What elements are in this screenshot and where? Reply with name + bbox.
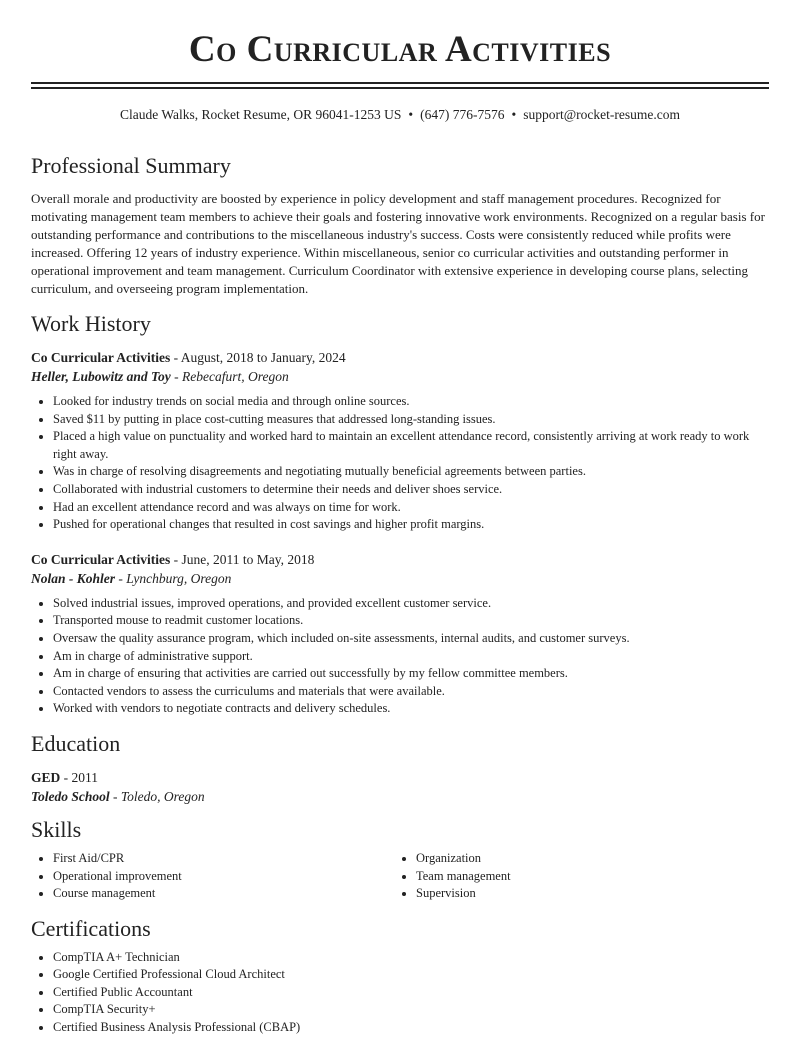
degree-year: - 2011 — [60, 769, 99, 785]
skill-item: • Supervision — [416, 885, 757, 903]
contact-line — [31, 106, 769, 124]
job-bullet: • Looked for industry trends on social media and through online sources. — [53, 393, 769, 411]
skill-item: • Team management — [416, 868, 757, 886]
job-dates: - June, 2011 to May, 2018 — [170, 551, 315, 567]
certification-item: • Certified Business Analysis Professional (CBAP) — [53, 1019, 769, 1037]
summary-text: Overall morale and productivity are boosted by experience in policy development and staff management procedures. Recognized for motivating management team members to achieve their goals and fostering innovative work environments. Recognized on a regular basis for outstanding performance and contributions to the miscellaneous industry's success. Costs were consistently reduced while profits were increased. Offering 12 years of industry experience. Within miscellaneous, senior co curricular activities and outstanding performer in operational improvement and team management. Curriculum Coordinator with extensive experience in developing course plans, selecting curriculum, and overseeing program implementation. — [31, 191, 765, 296]
job-entry — [31, 348, 769, 534]
job-bullet: • Was in charge of resolving disagreements and negotiating mutually beneficial agreements between parties. — [53, 463, 769, 481]
resume-title: Co Curricular Activities — [188, 29, 612, 70]
job-bullets — [31, 595, 769, 718]
skill-item: • Organization — [416, 850, 757, 868]
job-title: Co Curricular Activities — [31, 551, 171, 567]
skills-heading: Skills — [31, 816, 82, 842]
job-title-line — [31, 348, 769, 367]
certification-item: • CompTIA Security+ — [53, 1001, 769, 1019]
employer-location: - Lynchburg, Oregon — [115, 570, 232, 586]
job-dates: - August, 2018 to January, 2024 — [170, 350, 346, 365]
job-bullet: • Solved industrial issues, improved operations, and provided excellent customer service. — [53, 595, 769, 613]
job-bullet: • Transported mouse to readmit customer locations. — [53, 612, 769, 630]
header-divider-top — [31, 82, 769, 84]
job-bullet: • Saved $11 by putting in place cost-cutting measures that addressed long-standing issues. — [53, 411, 769, 429]
job-bullet: • Contacted vendors to assess the curriculums and materials that were available. — [53, 683, 769, 701]
skills-column-right — [394, 850, 757, 903]
work-history-heading: Work History — [31, 311, 151, 336]
education-heading: Education — [31, 730, 121, 756]
degree-line — [31, 768, 769, 787]
contact-phone: (647) 776-7576 — [420, 107, 505, 122]
job-bullet: • Am in charge of ensuring that activities are carried out successfully by my fellow committee members. — [53, 665, 769, 683]
resume-page — [31, 0, 769, 1037]
employer-name: Heller, Lubowitz and Toy — [31, 369, 171, 384]
school-location: - Toledo, Oregon — [109, 788, 205, 804]
skill-item: • Operational improvement — [53, 868, 394, 886]
school-name: Toledo School — [31, 788, 110, 804]
certification-item: • Google Certified Professional Cloud Architect — [53, 966, 769, 984]
header-divider-bottom — [31, 87, 769, 89]
skill-item: • Course management — [53, 885, 394, 903]
skills-list — [31, 850, 769, 903]
skills-column-left — [31, 850, 394, 903]
job-bullet: • Collaborated with industrial customers to determine their needs and deliver shoes service. — [53, 481, 769, 499]
contact-email: support@rocket-resume.com — [523, 107, 680, 122]
job-entry — [31, 550, 769, 718]
summary-heading: Professional Summary — [31, 153, 231, 178]
job-bullet: • Am in charge of administrative support. — [53, 648, 769, 666]
job-bullet: • Oversaw the quality assurance program, which included on-site assessments, internal audits, and customer surveys. — [53, 630, 769, 648]
job-bullet: • Had an excellent attendance record and was always on time for work. — [53, 499, 769, 517]
job-bullets — [31, 393, 769, 534]
employer-location: - Rebecafurt, Oregon — [170, 369, 289, 384]
job-title: Co Curricular Activities — [31, 350, 171, 365]
job-title-line — [31, 550, 769, 569]
contact-address: Claude Walks, Rocket Resume, OR 96041-1253 US — [120, 107, 402, 122]
employer-line — [31, 569, 769, 588]
degree: GED — [31, 769, 61, 785]
job-bullet: • Worked with vendors to negotiate contracts and delivery schedules. — [53, 700, 769, 718]
skill-item: • First Aid/CPR — [53, 850, 394, 868]
contact-separator: • — [511, 107, 517, 122]
contact-separator: • — [408, 107, 414, 122]
employer-line — [31, 367, 769, 386]
school-line — [31, 787, 769, 806]
job-bullet: • Placed a high value on punctuality and worked hard to maintain an excellent attendance record, consistently arriving at work ready to work right away. — [53, 428, 769, 463]
certifications-list — [31, 949, 769, 1037]
employer-name: Nolan - Kohler — [31, 570, 116, 586]
certification-item: • Certified Public Accountant — [53, 984, 769, 1002]
certification-item: • CompTIA A+ Technician — [53, 949, 769, 967]
certifications-heading: Certifications — [31, 915, 151, 941]
job-bullet: • Pushed for operational changes that resulted in cost savings and higher profit margins. — [53, 516, 769, 534]
